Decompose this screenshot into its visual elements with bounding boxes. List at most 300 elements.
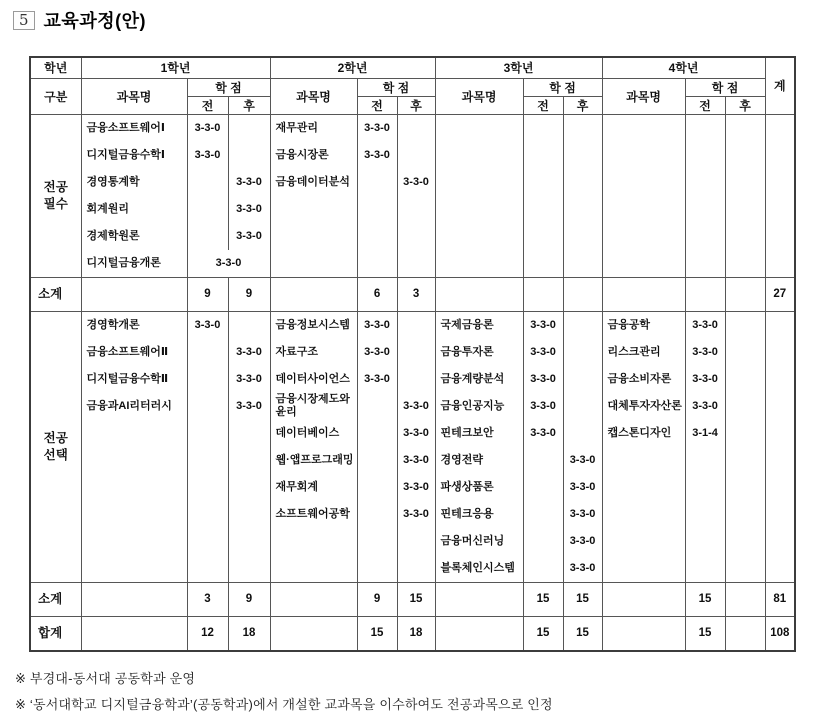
credit-cell-second xyxy=(563,339,602,366)
credit-cell-second xyxy=(725,555,765,583)
credit-cell-first xyxy=(685,501,725,528)
credit-cell-second xyxy=(228,142,270,169)
subject-name-cell: 금융머신러닝 xyxy=(435,528,523,555)
subject-name-cell: 경제학원론 xyxy=(81,223,187,250)
credit-cell-second xyxy=(725,474,765,501)
credit-cell-first xyxy=(523,528,563,555)
header-grade-4: 4학년 xyxy=(602,57,765,78)
category-line: 선택 xyxy=(43,447,68,462)
credit-cell-first xyxy=(187,366,228,393)
credit-cell-second xyxy=(725,196,765,223)
subject-name-cell xyxy=(270,528,357,555)
header-subject-4: 과목명 xyxy=(602,78,685,114)
subtotal-1-total-cell: 27 xyxy=(765,277,795,311)
curriculum-row xyxy=(30,250,795,278)
subject-name-cell: 디지털금융수학Ⅱ xyxy=(81,366,187,393)
credit-cell-first xyxy=(187,528,228,555)
credit-cell-second xyxy=(397,311,435,339)
subject-name-cell: 재무관리 xyxy=(270,114,357,142)
grandtotal-empty-subject-1 xyxy=(81,616,187,651)
subtotal-1-first-3 xyxy=(523,277,563,311)
subject-name-cell: 소프트웨어공학 xyxy=(270,501,357,528)
credit-cell-second xyxy=(725,169,765,196)
row-total-cell xyxy=(765,474,795,501)
row-total-cell xyxy=(765,555,795,583)
header-grade: 학년 xyxy=(30,57,81,78)
document-title xyxy=(13,8,822,32)
credit-cell-second: 3-3-0 xyxy=(563,501,602,528)
subject-name-cell: 대체투자자산론 xyxy=(602,393,685,420)
subject-name-cell xyxy=(602,196,685,223)
header-grade-2: 2학년 xyxy=(270,57,435,78)
subject-name-cell xyxy=(602,250,685,278)
subtotal-1-second-1: 9 xyxy=(228,277,270,311)
curriculum-row xyxy=(30,555,795,583)
subtotal-1-second-4 xyxy=(725,277,765,311)
credit-cell-first xyxy=(187,196,228,223)
credit-cell-second xyxy=(228,501,270,528)
credit-cell-second xyxy=(228,528,270,555)
credit-cell-first: 3-3-0 xyxy=(187,311,228,339)
grandtotal-second-3: 15 xyxy=(563,616,602,651)
credit-cell-first xyxy=(187,223,228,250)
credit-cell-second: 3-3-0 xyxy=(563,474,602,501)
subject-name-cell: 핀테크응용 xyxy=(435,501,523,528)
subtotal-1-label: 소계 xyxy=(30,277,81,311)
grandtotal-second-2: 18 xyxy=(397,616,435,651)
subject-name-cell xyxy=(81,501,187,528)
curriculum-row xyxy=(30,474,795,501)
header-second-2: 후 xyxy=(397,96,435,114)
row-total-cell xyxy=(765,393,795,420)
row-total-cell xyxy=(765,339,795,366)
credit-cell-first: 3-3-0 xyxy=(523,420,563,447)
credit-cell-second xyxy=(563,311,602,339)
subtotal-1-second-3 xyxy=(563,277,602,311)
credit-cell-second xyxy=(563,250,602,278)
row-total-cell xyxy=(765,223,795,250)
credit-cell-first xyxy=(685,169,725,196)
credit-cell-second xyxy=(725,339,765,366)
credit-cell-second: 3-3-0 xyxy=(397,420,435,447)
header-credit-3: 학 점 xyxy=(523,78,602,96)
credit-cell-second xyxy=(228,311,270,339)
category-line: 전공 xyxy=(43,179,68,194)
credit-cell-second xyxy=(725,366,765,393)
credit-cell-first xyxy=(187,420,228,447)
grandtotal-first-2: 15 xyxy=(357,616,397,651)
curriculum-row xyxy=(30,169,795,196)
subtotal-2-second-3: 15 xyxy=(563,582,602,616)
credit-cell-first: 3-3-0 xyxy=(523,393,563,420)
row-total-cell xyxy=(765,114,795,142)
header-credit-2: 학 점 xyxy=(357,78,435,96)
subject-name-cell: 금융소비자론 xyxy=(602,366,685,393)
subject-name-cell: 데이터사이언스 xyxy=(270,366,357,393)
credit-cell-first xyxy=(357,223,397,250)
credit-cell-first: 3-3-0 xyxy=(523,311,563,339)
credit-cell-first xyxy=(685,114,725,142)
curriculum-row xyxy=(30,528,795,555)
credit-cell-first: 3-3-0 xyxy=(187,142,228,169)
credit-cell-first xyxy=(523,474,563,501)
credit-cell-second: 3-3-0 xyxy=(563,447,602,474)
subject-name-cell xyxy=(602,169,685,196)
credit-cell-second xyxy=(725,501,765,528)
curriculum-row xyxy=(30,311,795,339)
page-title: 교육과정(안) xyxy=(43,11,146,31)
grandtotal-total-cell: 108 xyxy=(765,616,795,651)
subtotal-2-first-4: 15 xyxy=(685,582,725,616)
header-first-3: 전 xyxy=(523,96,563,114)
row-total-cell xyxy=(765,501,795,528)
credit-cell-first xyxy=(187,501,228,528)
credit-cell-first xyxy=(523,447,563,474)
credit-cell-first: 3-3-0 xyxy=(357,366,397,393)
subtotal-1-first-4 xyxy=(685,277,725,311)
subject-name-cell: 경영학개론 xyxy=(81,311,187,339)
credit-cell-second xyxy=(397,528,435,555)
credit-cell-second: 3-3-0 xyxy=(397,169,435,196)
subject-name-cell: 금융시장론 xyxy=(270,142,357,169)
subject-name-cell xyxy=(270,250,357,278)
credit-cell-first: 3-3-0 xyxy=(685,393,725,420)
grandtotal-first-3: 15 xyxy=(523,616,563,651)
credit-cell-first: 3-3-0 xyxy=(357,311,397,339)
credit-cell-first xyxy=(685,223,725,250)
curriculum-table xyxy=(29,56,796,652)
credit-cell-second xyxy=(563,393,602,420)
subject-name-cell xyxy=(81,528,187,555)
header-second-1: 후 xyxy=(228,96,270,114)
subject-name-cell: 금융데이터분석 xyxy=(270,169,357,196)
subject-name-cell: 경영전략 xyxy=(435,447,523,474)
credit-cell-second: 3-3-0 xyxy=(228,223,270,250)
credit-cell-first: 3-3-0 xyxy=(685,366,725,393)
footnote-1: ※ 부경대-동서대 공동학과 운영 xyxy=(15,670,196,686)
subject-name-cell: 디지털금융수학Ⅰ xyxy=(81,142,187,169)
grandtotal-row xyxy=(30,616,795,651)
credit-cell-second: 3-3-0 xyxy=(228,339,270,366)
row-total-cell xyxy=(765,420,795,447)
credit-cell-second xyxy=(725,311,765,339)
header-subject-1: 과목명 xyxy=(81,78,187,114)
subtotal-2-empty-subject-3 xyxy=(435,582,523,616)
credit-cell-first xyxy=(187,555,228,583)
credit-cell-first xyxy=(685,142,725,169)
credit-cell-second xyxy=(725,142,765,169)
credit-cell-second: 3-3-0 xyxy=(228,196,270,223)
credit-cell-second xyxy=(563,420,602,447)
subtotal-2-first-2: 9 xyxy=(357,582,397,616)
credit-cell-second xyxy=(725,393,765,420)
subtotal-2-second-4 xyxy=(725,582,765,616)
subject-name-cell xyxy=(81,420,187,447)
subject-name-cell: 금융인공지능 xyxy=(435,393,523,420)
credit-cell-first: 3-3-0 xyxy=(523,339,563,366)
row-total-cell xyxy=(765,142,795,169)
credit-cell-second xyxy=(397,339,435,366)
credit-cell-first xyxy=(187,339,228,366)
subject-name-cell xyxy=(602,501,685,528)
credit-cell-first xyxy=(685,250,725,278)
curriculum-row xyxy=(30,447,795,474)
credit-cell-second xyxy=(563,169,602,196)
credit-cell-first xyxy=(187,447,228,474)
header-first-1: 전 xyxy=(187,96,228,114)
subject-name-cell: 자료구조 xyxy=(270,339,357,366)
curriculum-row xyxy=(30,196,795,223)
credit-cell-first: 3-3-0 xyxy=(357,142,397,169)
subject-name-cell: 금융투자론 xyxy=(435,339,523,366)
credit-cell-second xyxy=(397,114,435,142)
credit-cell-second: 3-3-0 xyxy=(228,393,270,420)
credit-cell-first xyxy=(523,223,563,250)
subtotal-2-total-cell: 81 xyxy=(765,582,795,616)
credit-cell-first xyxy=(357,250,397,278)
subject-name-cell: 디지털금융개론 xyxy=(81,250,187,278)
curriculum-row xyxy=(30,501,795,528)
header-credit-4: 학 점 xyxy=(685,78,765,96)
credit-cell-first xyxy=(523,250,563,278)
subtotal-1-empty-subject-1 xyxy=(81,277,187,311)
subject-name-cell: 재무회계 xyxy=(270,474,357,501)
credit-cell-second: 3-3-0 xyxy=(397,393,435,420)
credit-cell-second xyxy=(228,447,270,474)
category-line: 필수 xyxy=(43,196,68,211)
grandtotal-first-1: 12 xyxy=(187,616,228,651)
row-total-cell xyxy=(765,311,795,339)
curriculum-row xyxy=(30,366,795,393)
subject-name-cell xyxy=(435,223,523,250)
subject-name-cell xyxy=(81,474,187,501)
category-cell-2 xyxy=(30,311,81,582)
subtotal-1-second-2: 3 xyxy=(397,277,435,311)
subtotal-2-row xyxy=(30,582,795,616)
subject-name-cell: 리스크관리 xyxy=(602,339,685,366)
credit-cell-second xyxy=(725,114,765,142)
subject-name-cell xyxy=(435,250,523,278)
subject-name-cell: 금융정보시스템 xyxy=(270,311,357,339)
footnote-2: ※ ‘동서대학교 디지털금융학과’(공동학과)에서 개설한 교과목을 이수하여도 전공과목으로 인정 xyxy=(15,696,553,712)
subject-name-cell xyxy=(435,196,523,223)
credit-cell-first xyxy=(357,555,397,583)
subject-name-cell xyxy=(270,196,357,223)
credit-cell-first xyxy=(357,169,397,196)
credit-cell-second: 3-3-0 xyxy=(228,366,270,393)
table-header xyxy=(30,57,795,114)
credit-cell-second: 3-3-0 xyxy=(228,169,270,196)
subtotal-1-row xyxy=(30,277,795,311)
subject-name-cell: 금융과AI리터러시 xyxy=(81,393,187,420)
curriculum-row xyxy=(30,339,795,366)
subtotal-1-first-1: 9 xyxy=(187,277,228,311)
subtotal-2-first-3: 15 xyxy=(523,582,563,616)
subject-name-cell: 금융계량분석 xyxy=(435,366,523,393)
subject-name-cell: 파생상품론 xyxy=(435,474,523,501)
subject-name-cell xyxy=(270,223,357,250)
subtotal-1-empty-subject-2 xyxy=(270,277,357,311)
footnotes xyxy=(15,666,822,718)
subject-name-cell xyxy=(602,528,685,555)
category-line: 전공 xyxy=(43,430,68,445)
credit-cell-first: 3-3-0 xyxy=(357,114,397,142)
grandtotal-second-1: 18 xyxy=(228,616,270,651)
row-total-cell xyxy=(765,447,795,474)
subject-name-cell: 국제금융론 xyxy=(435,311,523,339)
subtotal-1-first-2: 6 xyxy=(357,277,397,311)
credit-cell-second xyxy=(563,114,602,142)
subtotal-2-second-1: 9 xyxy=(228,582,270,616)
header-grade-1: 1학년 xyxy=(81,57,270,78)
credit-cell-first xyxy=(357,393,397,420)
header-credit-1: 학 점 xyxy=(187,78,270,96)
credit-cell-second xyxy=(563,196,602,223)
header-subject-2: 과목명 xyxy=(270,78,357,114)
category-cell-1 xyxy=(30,114,81,277)
grandtotal-first-4: 15 xyxy=(685,616,725,651)
credit-cell-second xyxy=(228,420,270,447)
header-first-4: 전 xyxy=(685,96,725,114)
credit-cell-first: 3-1-4 xyxy=(685,420,725,447)
subject-name-cell xyxy=(81,555,187,583)
subject-name-cell: 캡스톤디자인 xyxy=(602,420,685,447)
grandtotal-label: 합계 xyxy=(30,616,81,651)
credit-cell-second xyxy=(725,420,765,447)
grandtotal-empty-subject-3 xyxy=(435,616,523,651)
curriculum-row xyxy=(30,114,795,142)
credit-cell-first xyxy=(187,169,228,196)
row-total-cell xyxy=(765,250,795,278)
credit-cell-first xyxy=(187,393,228,420)
subtotal-2-second-2: 15 xyxy=(397,582,435,616)
credit-cell-second xyxy=(725,528,765,555)
subject-name-cell xyxy=(435,169,523,196)
credit-cell-first xyxy=(357,474,397,501)
subject-name-cell xyxy=(602,142,685,169)
credit-cell-second xyxy=(725,250,765,278)
section-number-box: 5 xyxy=(13,11,35,30)
header-category: 구분 xyxy=(30,78,81,114)
subject-name-cell: 금융소프트웨어Ⅰ xyxy=(81,114,187,142)
subtotal-2-first-1: 3 xyxy=(187,582,228,616)
credit-cell-first xyxy=(685,447,725,474)
credit-cell-first: 3-3-0 xyxy=(187,114,228,142)
credit-cell-second xyxy=(397,196,435,223)
row-total-cell xyxy=(765,169,795,196)
curriculum-row xyxy=(30,142,795,169)
subject-name-cell: 금융시장제도와윤리 xyxy=(270,393,357,420)
subtotal-1-empty-subject-3 xyxy=(435,277,523,311)
credit-cell-second xyxy=(228,114,270,142)
header-second-4: 후 xyxy=(725,96,765,114)
row-total-cell xyxy=(765,528,795,555)
curriculum-row xyxy=(30,223,795,250)
credit-cell-first xyxy=(523,555,563,583)
credit-cell-first xyxy=(357,501,397,528)
subject-name-cell xyxy=(602,114,685,142)
subject-name-cell xyxy=(81,447,187,474)
subject-name-cell: 블록체인시스템 xyxy=(435,555,523,583)
subject-name-cell xyxy=(602,223,685,250)
credit-cell-second: 3-3-0 xyxy=(563,528,602,555)
credit-cell-first xyxy=(357,447,397,474)
subject-name-cell xyxy=(602,447,685,474)
credit-cell-first xyxy=(523,142,563,169)
credit-cell-second: 3-3-0 xyxy=(563,555,602,583)
credit-cell-second: 3-3-0 xyxy=(397,447,435,474)
credit-cell-first: 3-3-0 xyxy=(685,311,725,339)
credit-cell-second: 3-3-0 xyxy=(397,501,435,528)
subject-name-cell: 핀테크보안 xyxy=(435,420,523,447)
credit-cell-first: 3-3-0 xyxy=(685,339,725,366)
row-total-cell xyxy=(765,366,795,393)
credit-cell-span: 3-3-0 xyxy=(187,250,270,278)
subtotal-2-label: 소계 xyxy=(30,582,81,616)
curriculum-row xyxy=(30,393,795,420)
credit-cell-first xyxy=(685,196,725,223)
credit-cell-second xyxy=(228,474,270,501)
row-total-cell xyxy=(765,196,795,223)
credit-cell-first xyxy=(357,420,397,447)
credit-cell-first xyxy=(187,474,228,501)
credit-cell-second xyxy=(563,223,602,250)
credit-cell-first xyxy=(523,114,563,142)
subject-name-cell: 회계원리 xyxy=(81,196,187,223)
credit-cell-second: 3-3-0 xyxy=(397,474,435,501)
credit-cell-first xyxy=(523,169,563,196)
credit-cell-second xyxy=(397,250,435,278)
credit-cell-second xyxy=(563,366,602,393)
subject-name-cell xyxy=(602,555,685,583)
subject-name-cell: 데이터베이스 xyxy=(270,420,357,447)
subject-name-cell: 경영통계학 xyxy=(81,169,187,196)
credit-cell-second xyxy=(397,142,435,169)
subtotal-2-empty-subject-4 xyxy=(602,582,685,616)
header-total: 계 xyxy=(765,57,795,114)
subject-name-cell xyxy=(602,474,685,501)
subtotal-2-empty-subject-1 xyxy=(81,582,187,616)
credit-cell-first xyxy=(357,528,397,555)
credit-cell-first xyxy=(357,196,397,223)
credit-cell-second xyxy=(563,142,602,169)
curriculum-table-body xyxy=(30,114,795,651)
subtotal-1-empty-subject-4 xyxy=(602,277,685,311)
subject-name-cell: 금융소프트웨어Ⅱ xyxy=(81,339,187,366)
credit-cell-second xyxy=(397,223,435,250)
credit-cell-first xyxy=(523,196,563,223)
subject-name-cell xyxy=(435,142,523,169)
credit-cell-first xyxy=(685,528,725,555)
header-first-2: 전 xyxy=(357,96,397,114)
header-second-3: 후 xyxy=(563,96,602,114)
curriculum-row xyxy=(30,420,795,447)
subject-name-cell xyxy=(270,555,357,583)
credit-cell-first: 3-3-0 xyxy=(523,366,563,393)
grandtotal-empty-subject-4 xyxy=(602,616,685,651)
header-subject-3: 과목명 xyxy=(435,78,523,114)
credit-cell-second xyxy=(397,555,435,583)
grandtotal-empty-subject-2 xyxy=(270,616,357,651)
subtotal-2-empty-subject-2 xyxy=(270,582,357,616)
credit-cell-second xyxy=(725,223,765,250)
credit-cell-second xyxy=(397,366,435,393)
credit-cell-first xyxy=(685,474,725,501)
credit-cell-first xyxy=(523,501,563,528)
grandtotal-second-4 xyxy=(725,616,765,651)
header-grade-3: 3학년 xyxy=(435,57,602,78)
credit-cell-first xyxy=(685,555,725,583)
